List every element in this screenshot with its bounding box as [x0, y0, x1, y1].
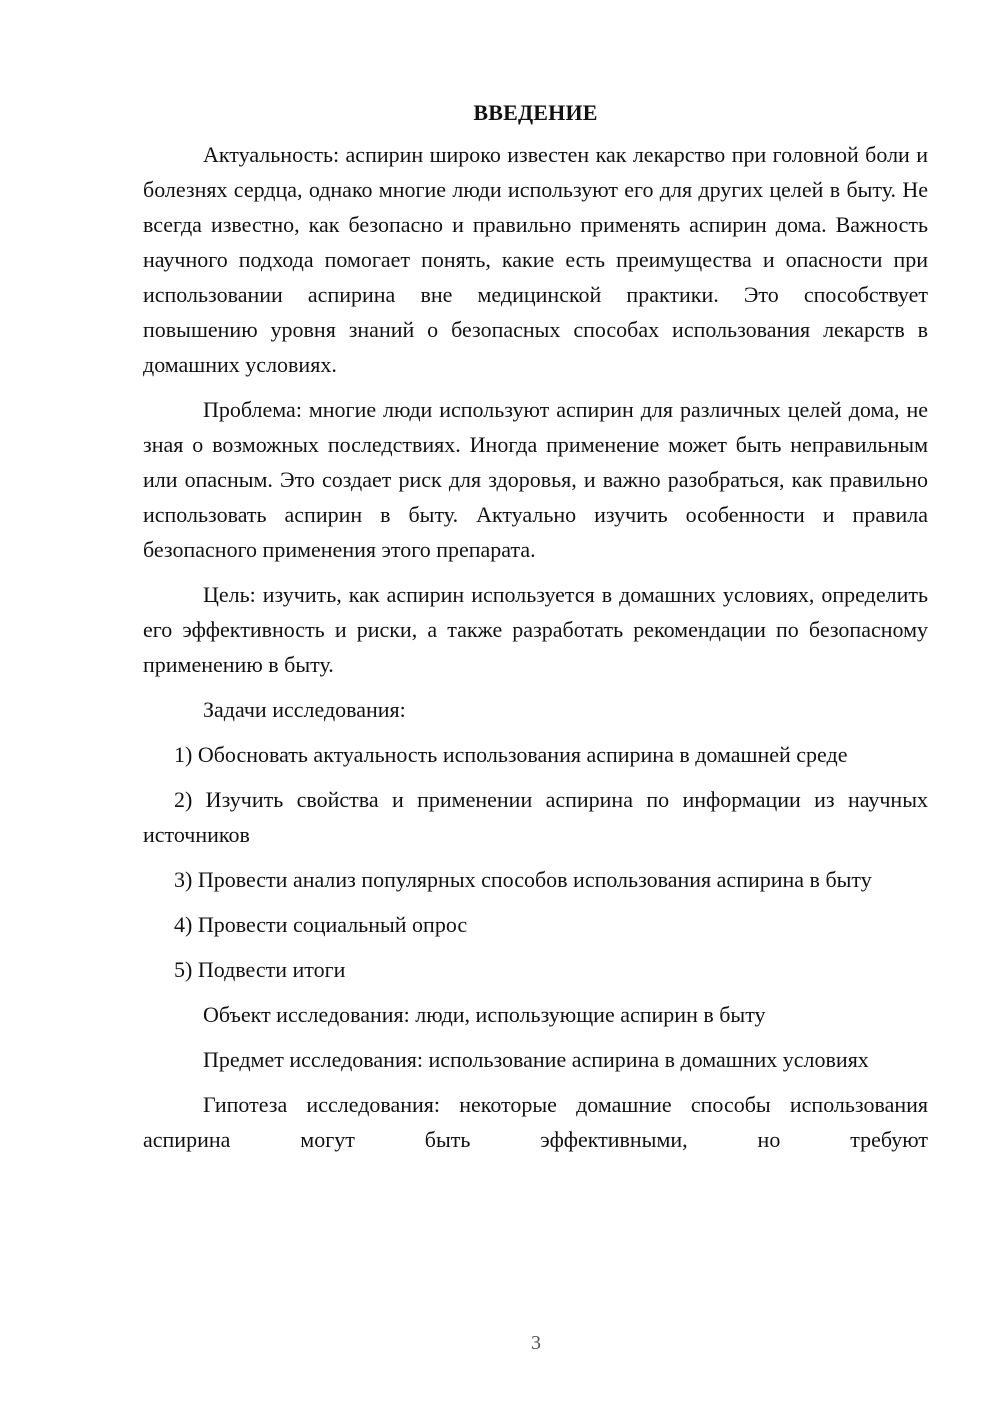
task-item-1: 1) Обосновать актуальность использования аспирина в домашней среде — [174, 742, 848, 767]
tasks-heading: Задачи исследования: — [203, 697, 406, 722]
research-object-paragraph: Объект исследования: люди, использующие аспирин в быту — [203, 1002, 766, 1027]
goal-paragraph: Цель: изучить, как аспирин используется в домашних условиях, определить его эффективность и риски, а также разработать рекомендации по безопасному применению в быту. — [143, 582, 928, 677]
task-item-5: 5) Подвести итоги — [174, 957, 346, 982]
page-content — [143, 95, 928, 1167]
research-subject-paragraph: Предмет исследования: использование аспирина в домашних условиях — [203, 1047, 869, 1072]
task-item-2: 2) Изучить свойства и применении аспирина по информации из научных источников — [143, 787, 928, 847]
hypothesis-paragraph: Гипотеза исследования: некоторые домашние способы использования аспирина могут быть эффективными, но требуют — [143, 1092, 928, 1152]
section-title: ВВЕДЕНИЕ — [473, 100, 598, 125]
task-item-4: 4) Провести социальный опрос — [174, 912, 468, 937]
relevance-paragraph: Актуальность: аспирин широко известен как лекарство при головной боли и болезнях сердца, однако многие люди используют его для других целей в быту. Не всегда известно, как безопасно и правильно применять аспирин дома. Важность научного подхода помогает понять, какие есть преимущества и опасности при использовании аспирина вне медицинской практики. Это способствует повышению уровня знаний о безопасных способах использования лекарств в домашних условиях. — [143, 142, 928, 377]
page-number: 3 — [531, 1332, 541, 1354]
task-item-3: 3) Провести анализ популярных способов использования аспирина в быту — [174, 867, 872, 892]
problem-paragraph: Проблема: многие люди используют аспирин для различных целей дома, не зная о возможных последствиях. Иногда применение может быть неправильным или опасным. Это создает риск для здоровья, и важно разобраться, как правильно использовать аспирин в быту. Актуально изучить особенности и правила безопасного применения этого препарата. — [143, 397, 928, 562]
